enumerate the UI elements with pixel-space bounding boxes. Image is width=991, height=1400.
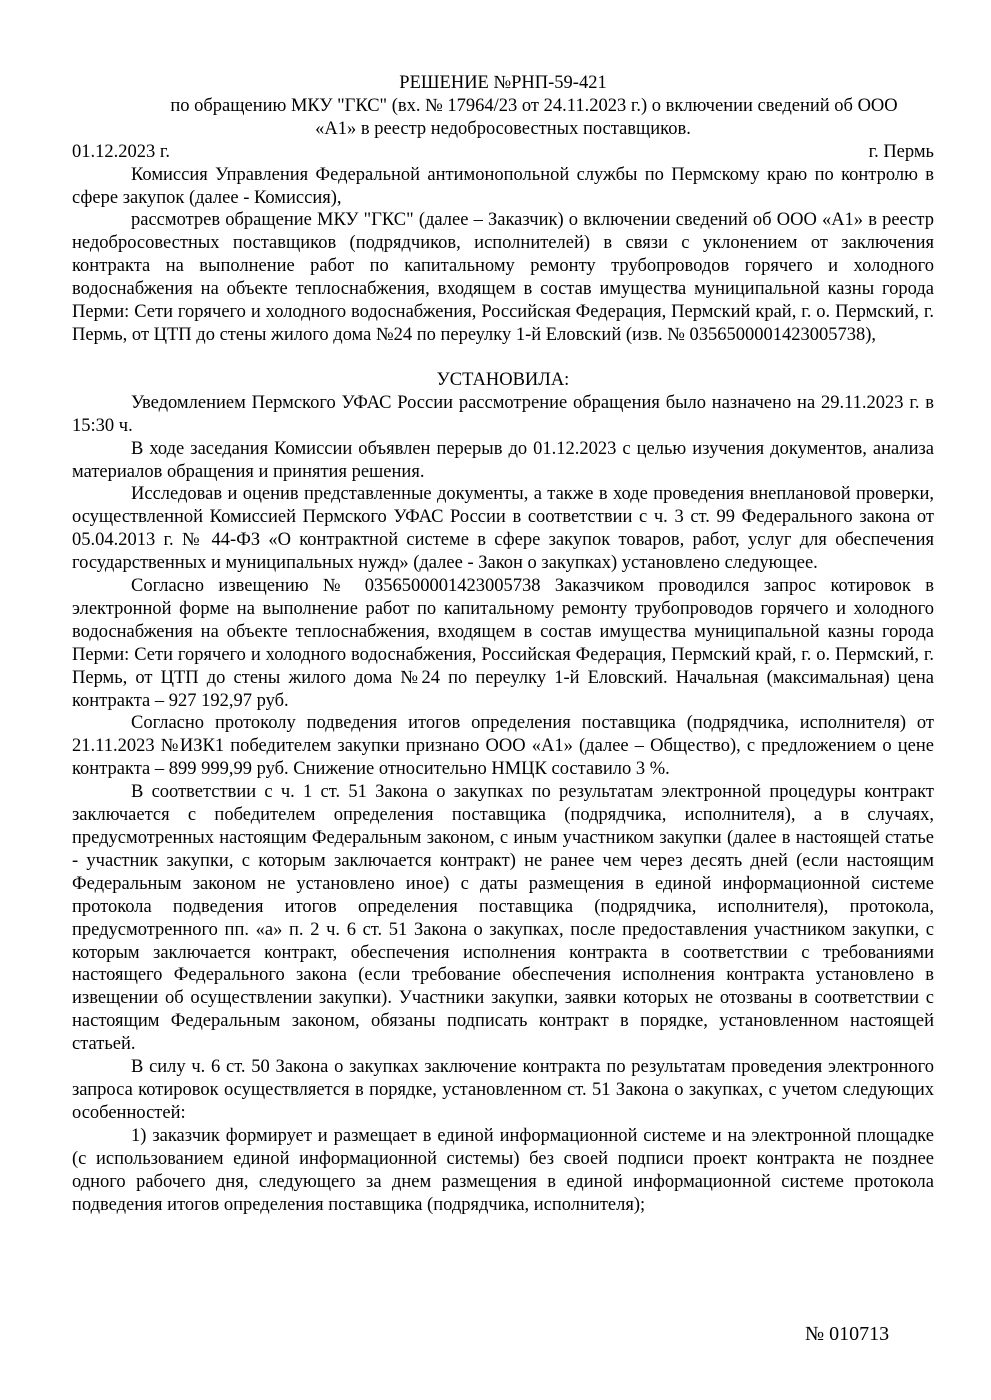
document-title: РЕШЕНИЕ №РНП-59-421	[399, 73, 607, 93]
document-subtitle-line-2: «А1» в реестр недобросовестных поставщиков.	[315, 118, 691, 139]
body-paragraph: Исследовав и оценив представленные документы, а также в ходе проведения внеплановой проверки, осуществленной Комиссией Пермского УФАС России в соответствии с ч. 3 ст. 99 Федерального закона от 05.04.2013 г. № 44-ФЗ «О контрактной системе в сфере закупок товаров, работ, услуг для обеспечения государственных и муниципальных нужд» (далее - Закон о закупках) установлено следующее.	[72, 484, 934, 574]
body-paragraph: В соответствии с ч. 1 ст. 51 Закона о закупках по результатам электронной процедуры контракт заключается с победителем определения поставщика (подрядчика, исполнителя), а в случаях, предусмотренных настоящим Федеральным законом, с иным участником закупки (далее в настоящей статье - участник закупки, с которым заключается контракт) не ранее чем через десять дней (если настоящим Федеральным законом не установлено иное) с даты размещения в единой информационной системе протокола подведения итогов определения поставщика (подрядчика, исполнителя), протокола, предусмотренного пп. «а» п. 2 ч. 6 ст. 51 Закона о закупках, после предоставления участником закупки, с которым заключается контракт, обеспечения исполнения контракта в соответствии с требованиями настоящего Федерального закона (если требование обеспечения исполнения контракта установлено в извещении об осуществлении закупки). Участники закупки, заявки которых не отозваны в соответствии с настоящим Федеральным законом, обязаны подписать контракт в порядке, установленном настоящей статьей.	[72, 782, 934, 1055]
document-date: 01.12.2023 г.	[72, 141, 171, 162]
intro-paragraph: рассмотрев обращение МКУ "ГКС" (далее – Заказчик) о включении сведений об ООО «А1» в реестр недобросовестных поставщиков (подрядчиков, исполнителей) в связи с уклонением от заключения контракта на выполнение работ по капитальному ремонту трубопроводов горячего и холодного водоснабжения на объекте теплоснабжения, входящем в состав имущества муниципальной казны города Перми: Сети горячего и холодного водоснабжения, Российская Федерация, Пермский край, г. о. Пермский, г. Пермь, от ЦТП до стены жилого дома №24 по переулку 1-й Еловский (изв. № 0356500001423005738),	[72, 210, 934, 345]
body-paragraph: В ходе заседания Комиссии объявлен перерыв до 01.12.2023 с целью изучения документов, анализа материалов обращения и принятия решения.	[72, 438, 934, 482]
body-paragraph: Уведомлением Пермского УФАС России рассмотрение обращения было назначено на 29.11.2023 г. в 15:30 ч.	[72, 392, 934, 436]
document-body	[72, 72, 934, 1216]
document-subtitle-line-1: по обращению МКУ "ГКС" (вх. № 17964/23 от 24.11.2023 г.) о включении сведений об ООО	[170, 95, 898, 116]
document-city: г. Пермь	[868, 141, 934, 162]
body-paragraph: Согласно протоколу подведения итогов определения поставщика (подрядчика, исполнителя) от 21.11.2023 №ИЗК1 победителем закупки признано ООО «А1» (далее – Общество), с предложением о цене контракта – 899 999,99 руб. Снижение относительно НМЦК составило 3 %.	[72, 713, 934, 780]
body-paragraph: В силу ч. 6 ст. 50 Закона о закупках заключение контракта по результатам проведения электронного запроса котировок осуществляется в порядке, установленном ст. 51 Закона о закупках, с учетом следующих особенностей:	[72, 1057, 934, 1123]
section-heading: УСТАНОВИЛА:	[436, 369, 570, 390]
body-paragraph: Согласно извещению № 0356500001423005738 Заказчиком проводился запрос котировок в электронной форме на выполнение работ по капитальному ремонту трубопроводов горячего и холодного водоснабжения на объекте теплоснабжения, входящем в состав имущества муниципальной казны города Перми: Сети горячего и холодного водоснабжения, Российская Федерация, Пермский край, г. о. Пермский, г. Пермь, от ЦТП до стены жилого дома №24 по переулку 1-й Еловский. Начальная (максимальная) цена контракта – 927 192,97 руб.	[72, 576, 934, 711]
dateline	[72, 141, 934, 164]
body-paragraph: 1) заказчик формирует и размещает в единой информационной системе и на электронной площадке (с использованием единой информационной системы) без своей подписи проект контракта не позднее одного рабочего дня, следующего за днем размещения в единой информационной системе протокола подведения итогов определения поставщика (подрядчика, исполнителя);	[72, 1125, 934, 1215]
form-serial-number: № 010713	[805, 1323, 890, 1345]
intro-paragraph: Комиссия Управления Федеральной антимонопольной службы по Пермскому краю по контролю в сфере закупок (далее - Комиссия),	[72, 164, 934, 208]
